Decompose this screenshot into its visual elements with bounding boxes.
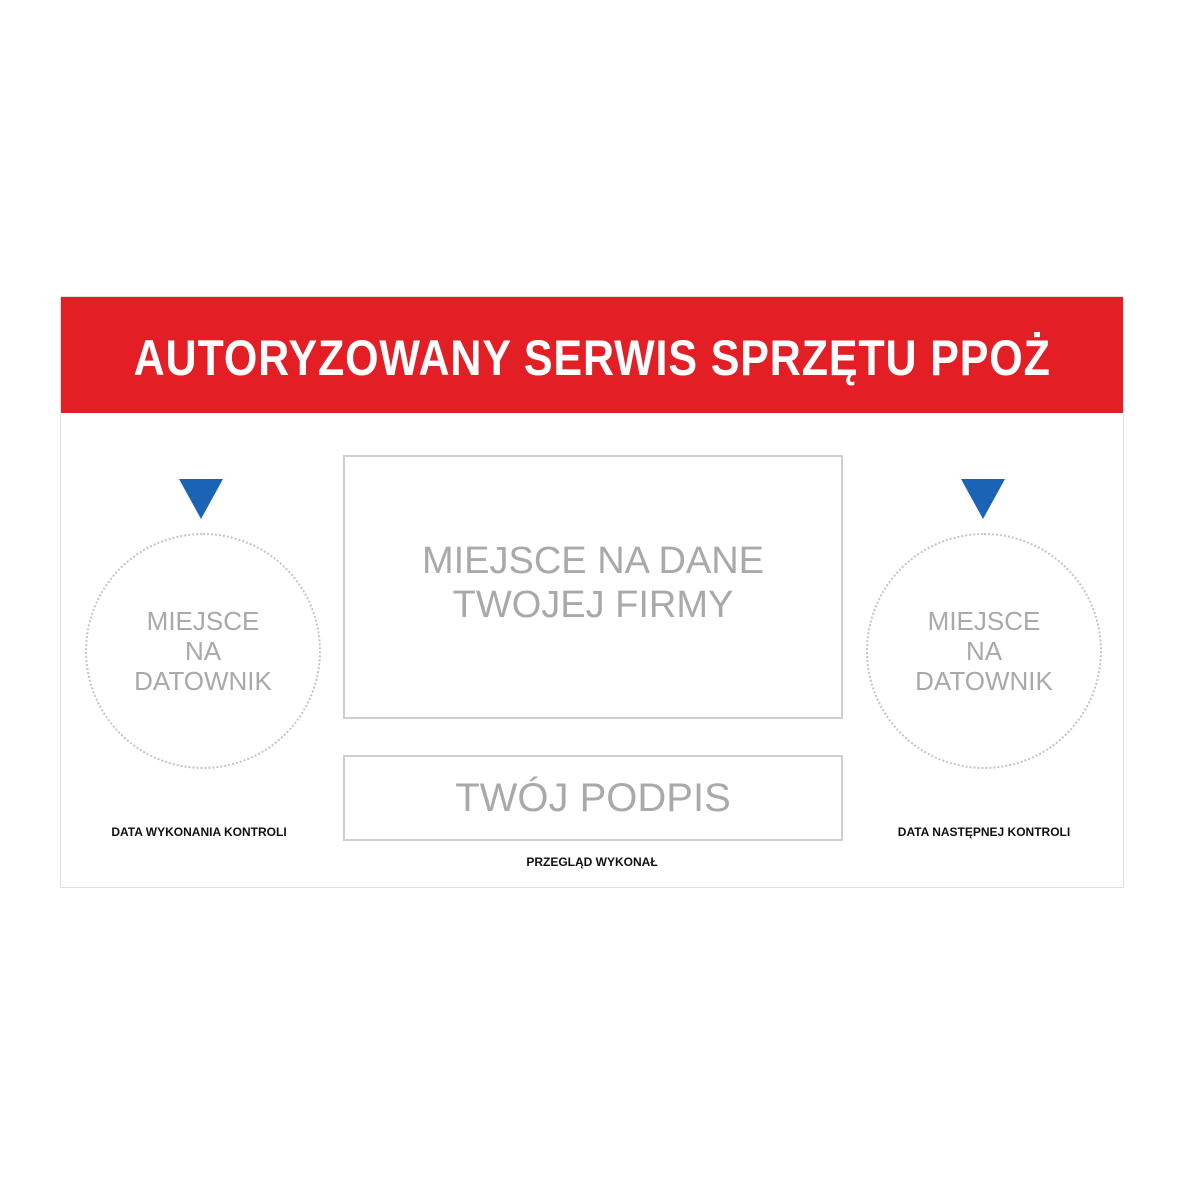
right-stamp-caption: DATA NASTĘPNEJ KONTROLI	[897, 825, 1071, 839]
company-data-box	[343, 455, 843, 719]
right-stamp-line-1: MIEJSCE	[927, 606, 1041, 636]
left-stamp-line-2: NA	[184, 636, 222, 666]
left-stamp-line-3: DATOWNIK	[134, 666, 272, 696]
signature-box	[343, 755, 843, 841]
header-bar	[61, 297, 1123, 413]
company-box-line-1: MIEJSCE NA DANE	[421, 540, 765, 582]
signature-caption: PRZEGLĄD WYKONAŁ	[526, 855, 658, 869]
left-down-arrow-icon	[179, 479, 223, 519]
service-sticker	[60, 296, 1124, 888]
left-date-stamp-area	[85, 533, 321, 769]
header-title: AUTORYZOWANY SERWIS SPRZĘTU PPOŻ	[133, 330, 1051, 386]
signature-box-text: TWÓJ PODPIS	[455, 775, 731, 820]
right-date-stamp-area	[866, 533, 1102, 769]
right-stamp-line-3: DATOWNIK	[915, 666, 1053, 696]
left-stamp-caption: DATA WYKONANIA KONTROLI	[111, 825, 287, 839]
left-stamp-line-1: MIEJSCE	[146, 606, 260, 636]
right-stamp-line-2: NA	[965, 636, 1003, 666]
company-box-line-2: TWOJEJ FIRMY	[452, 584, 734, 626]
right-down-arrow-icon	[961, 479, 1005, 519]
